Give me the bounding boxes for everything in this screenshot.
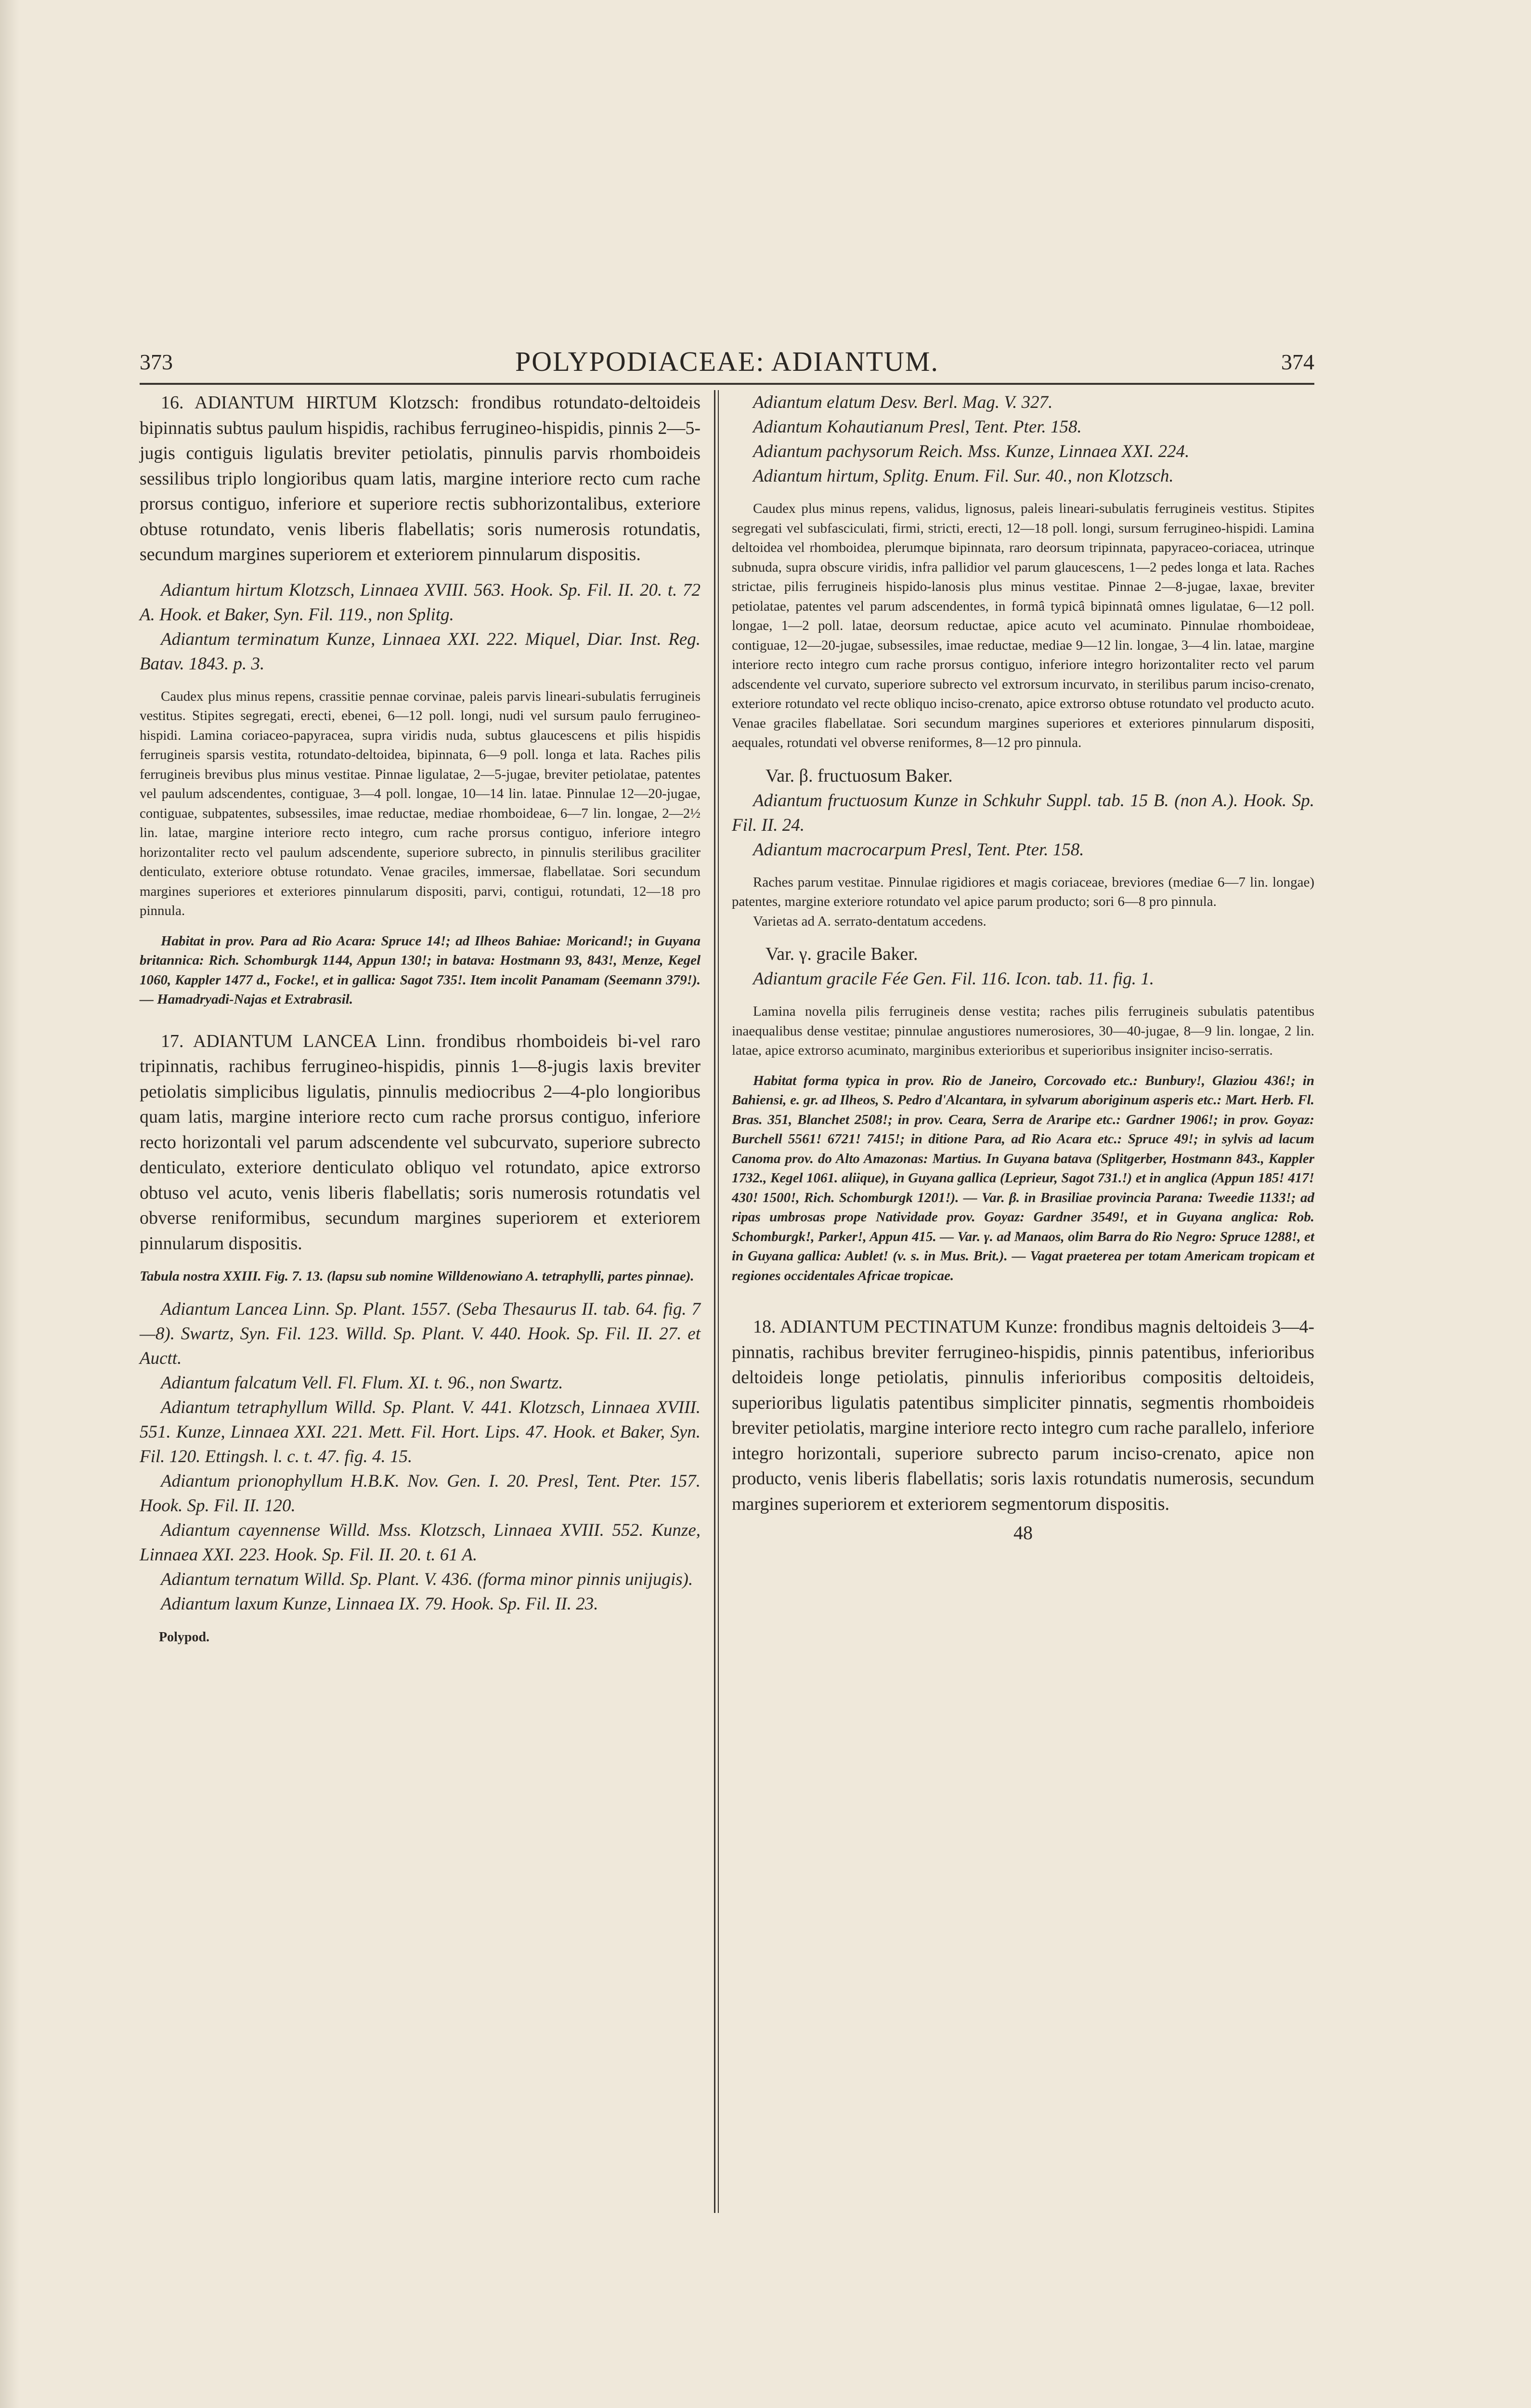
left-column xyxy=(140,390,701,1645)
variety-gamma-heading: Var. γ. gracile Baker. xyxy=(766,944,918,964)
species-17-synonym: Adiantum Lancea Linn. Sp. Plant. 1557. (Seba Thesaurus II. tab. 64. fig. 7—8). Swartz, Syn. Fil. 123. Willd. Sp. Plant. V. 440. Hook. Sp. Fil. II. 27. et Auctt. xyxy=(140,1299,701,1368)
species-18-description: 18. ADIANTUM PECTINATUM Kunze: frondibus magnis deltoideis 3—4-pinnatis, rachibus breviter ferrugineo-hispidis, pinnis patentibus, inferioribus deltoideis longe petiolatis, pinnulis inferioribus compositis deltoideis, superioribus ligulatis patentibus simpliciter pinnatis, segmentis rhomboideis breviter petiolatis, margine interiore recto integro cum rache parallelo, inferiore integro horizontali, superiore subrecto parum inciso-crenato, apice non producto, venis liberis flabellatis; soris laxis rotundatis numerosis, secundum margines superiorem et exteriorem segmentorum dispositis. xyxy=(732,1317,1314,1514)
species-16-synonym: Adiantum hirtum Klotzsch, Linnaea XVIII. 563. Hook. Sp. Fil. II. 20. t. 72 A. Hook. et Baker, Syn. Fil. 119., non Splitg. xyxy=(140,580,701,625)
page-edge xyxy=(0,0,19,2408)
synonym: Adiantum Kohautianum Presl, Tent. Pter. 158. xyxy=(753,417,1082,437)
species-17-synonym: Adiantum ternatum Willd. Sp. Plant. V. 436. (forma minor pinnis unijugis). xyxy=(161,1569,693,1589)
column-rule xyxy=(714,390,715,2213)
header-rule xyxy=(140,383,1314,385)
variety-beta-heading: Var. β. fructuosum Baker. xyxy=(766,765,953,786)
species-17-synonym: Adiantum prionophyllum H.B.K. Nov. Gen. I. 20. Presl, Tent. Pter. 157. Hook. Sp. Fil. II. 120. xyxy=(140,1471,701,1516)
signature-mark: Polypod. xyxy=(159,1629,210,1645)
species-17-synonym: Adiantum falcatum Vell. Fl. Flum. XI. t. 96., non Swartz. xyxy=(161,1373,563,1393)
variety-gamma-detail: Lamina novella pilis ferrugineis dense vestita; raches pilis ferrugineis subulatis patentibus inaequalibus dense vestitae; pinnulae angustiores numerosiores, 30—40-jugae, 8—9 lin. longae, 2 lin. latae, apice extrorso acuminato, marginibus exterioribus et superioribus insigniter inciso-serratis. xyxy=(732,1004,1314,1058)
species-detail: Caudex plus minus repens, validus, lignosus, paleis lineari-subulatis ferrugineis vestitus. Stipites segregati vel subfasciculati, firmi, stricti, erecti, 12—18 poll. longi, sursum ferrugineo-hispidi. Lamina deltoidea vel rhomboidea, plerumque bipinnata, raro deorsum tripinnata, papyraceo-coriacea, utrinque subnuda, supra obscure viridis, infra pallidior vel parum glaucescens, 1—2 pedes longa et lata. Raches strictae, pilis ferrugineis hispido-lanosis plus minus vestitae. Pinnae 2—8-jugae, laxae, breviter petiolatae, patentes vel parum adscendentes, in formâ typicâ bipinnatâ omnes ligulatae, 6—12 poll. longae, 1—2 poll. latae, deorsum reductae, apice acuto vel acuminato. Pinnulae rhomboideae, contiguae, 12—20-jugae, subsessiles, imae reductae, mediae 9—12 lin. longae, 3—4 lin. latae, margine interiore recto integro cum rache prorsus contiguo, inferiore integro horizontaliter recto vel parum adscendente vel curvato, superiore subrecto vel extrorsum incurvato, in sterilibus parum inciso-crenato, exteriore rotundato vel recte obliquo inciso-crenato, apice extrorso obtuse rotundato vel producto acuto. Venae graciles flabellatae. Sori secundum margines superiores et exteriores pinnularum dispositi, aequales, rotundati vel obverse reniformes, 8—12 pro pinnula. xyxy=(732,501,1314,750)
variety-beta-note: Varietas ad A. serrato-dentatum accedens. xyxy=(753,913,986,929)
species-16-habitat: Habitat in prov. Para ad Rio Acara: Spruce 14!; ad Ilheos Bahiae: Moricand!; in Guyana britannica: Rich. Schomburgk 1144, Appun 130!; in batava: Hostmann 93, 843!, Menze, Kegel 1060, Kappler 1477 d., Focke!, et in gallica: Sagot 735!. Item incolit Panamam (Seemann 379!). — Hamadryadi-Najas et Extrabrasil. xyxy=(140,933,701,1007)
species-16-synonym: Adiantum terminatum Kunze, Linnaea XXI. 222. Miquel, Diar. Inst. Reg. Batav. 1843. p. 3. xyxy=(140,629,701,674)
synonym: Adiantum hirtum, Splitg. Enum. Fil. Sur. 40., non Klotzsch. xyxy=(753,466,1174,486)
running-title: POLYPODIACEAE: ADIANTUM. xyxy=(515,346,939,377)
variety-beta-synonym: Adiantum macrocarpum Presl, Tent. Pter. 158. xyxy=(753,839,1084,860)
species-17-habitat: Habitat forma typica in prov. Rio de Janeiro, Corcovado etc.: Bunbury!, Glaziou 436!; in Bahiensi, e. gr. ad Ilheos, S. Pedro d'Alcantara, in sylvarum aboriginum asperis etc.: Mart. Herb. Fl. Bras. 351, Blanchet 2508!; in prov. Ceara, Serra de Araripe etc.: Gardner 1906!; in prov. Goyaz: Burchell 5561! 6721! 7415!; in ditione Para, ad Rio Acara etc.: Spruce 49!; in sylvis ad lacum Canoma prov. do Alto Amazonas: Martius. In Guyana batava (Splitgerber, Hostmann 843., Kappler 1732., Kegel 1061. aliique), in Guyana gallica (Leprieur, Sagot 731.!) et in anglica (Appun 185! 417! 430! 1500!, Rich. Schomburgk 1201!). — Var. β. in Brasiliae provincia Parana: Tweedie 1133!; ad ripas umbrosas prope Natividade prov. Goyaz: Gardner 3549!, et in Guyana anglica: Rob. Schomburgk!, Parker!, Appun 415. — Var. γ. ad Manaos, olim Barra do Rio Negro: Spruce 1288!, et in Guyana gallica: Aublet! (v. s. in Mus. Brit.). — Vagat praeterea per totam Americam tropicam et regiones occidentales Africae tropicae. xyxy=(732,1073,1314,1283)
species-16-detail: Caudex plus minus repens, crassitie pennae corvinae, paleis parvis lineari-subulatis ferrugineis vestitus. Stipites segregati, erecti, ebenei, 6—12 poll. longi, nudi vel sursum paulo ferrugineo-hispidi. Lamina coriaceo-papyracea, supra viridis nuda, subtus glaucescens et pilis hispidis ferrugineis sparsis vestita, rotundato-deltoidea, bipinnata, 6—9 poll. longa et lata. Raches pilis ferrugineis brevibus plus minus vestitae. Pinnae ligulatae, 2—5-jugae, breviter petiolatae, patentes vel paulum adscendentes, contiguae, 3—4 poll. longae, 10—14 lin. latae. Pinnulae 12—20-jugae, contiguae, subpatentes, subsessiles, imae reductae, mediae rhomboideae, 6—7 lin. longae, 2—2½ lin. latae, margine interiore recto integro, cum rache prorsus contiguo, inferiore integro horizontaliter recto vel paulum adscendente, superiore subrecto, in pinnulis sterilibus graciliter denticulato, exteriore obtuse rotundato. Venae graciles, immersae, flabellatae. Sori secundum margines superiores et exteriores pinnularum dispositi, parvi, contigui, rotundati, 12—18 pro pinnula. xyxy=(140,688,701,918)
variety-gamma-synonym: Adiantum gracile Fée Gen. Fil. 116. Icon. tab. 11. fig. 1. xyxy=(753,969,1155,989)
synonym: Adiantum elatum Desv. Berl. Mag. V. 327. xyxy=(753,393,1053,412)
species-17-synonym: Adiantum cayennense Willd. Mss. Klotzsch, Linnaea XVIII. 552. Kunze, Linnaea XXI. 223. Hook. Sp. Fil. II. 20. t. 61 A. xyxy=(140,1520,701,1565)
species-17-description: 17. ADIANTUM LANCEA Linn. frondibus rhomboideis bi-vel raro tripinnatis, rachibus ferrugineo-hispidis, pinnis 1—8-jugis laxis breviter petiolatis simplicibus ligulatis, pinnulis mediocribus 2—4-plo longioribus quam latis, margine interiore recto cum rache prorsus contiguo, inferiore recto horizontali vel parum adscendente vel subcurvato, superiore subrecto denticulato, exteriore denticulato obliquo vel rotundato, apice extrorso obtuso vel acuto, venis liberis flabellatis; soris numerosis rotundatis vel obverse reniformibus, secundum margines superiorem et exteriorem pinnularum dispositis. xyxy=(140,1031,701,1254)
species-17-tabula: Tabula nostra XXIII. Fig. 7. 13. (lapsu sub nomine Willdenowiano A. tetraphylli, partes pinnae). xyxy=(140,1269,694,1284)
right-column xyxy=(732,390,1314,1544)
species-16-description: 16. ADIANTUM HIRTUM Klotzsch: frondibus rotundato-deltoideis bipinnatis subtus paulum hispidis, rachibus ferrugineo-hispidis, pinnis 2—5-jugis contiguis ligulatis breviter petiolatis, pinnulis parvis rhomboideis sessilibus triplo longioribus quam latis, margine interiore recto cum rache prorsus contiguo, inferiore et superiore rectis subhorizontalibus, exteriore obtuse rotundato, venis liberis flabellatis; soris numerosis rotundatis, secundum margines superiorem et exteriorem pinnularum dispositis. xyxy=(140,393,701,564)
page-number-right: 374 xyxy=(1281,350,1314,374)
page-number-left: 373 xyxy=(140,350,173,374)
page-header xyxy=(140,346,1314,388)
synonym: Adiantum pachysorum Reich. Mss. Kunze, Linnaea XXI. 224. xyxy=(753,442,1190,461)
species-17-synonym: Adiantum laxum Kunze, Linnaea IX. 79. Hook. Sp. Fil. II. 23. xyxy=(161,1594,598,1614)
variety-beta-synonym: Adiantum fructuosum Kunze in Schkuhr Suppl. tab. 15 B. (non A.). Hook. Sp. Fil. II. 24. xyxy=(732,790,1314,835)
variety-beta-detail: Raches parum vestitae. Pinnulae rigidiores et magis coriaceae, breviores (mediae 6—7 lin. longae) patentes, margine exteriore rotundato vel apice parum producto; sori 6—8 pro pinnula. xyxy=(732,874,1314,909)
sheet-number: 48 xyxy=(1013,1522,1033,1544)
species-17-synonym: Adiantum tetraphyllum Willd. Sp. Plant. V. 441. Klotzsch, Linnaea XVIII. 551. Kunze, Linnaea XXI. 221. Mett. Fil. Hort. Lips. 47. Hook. et Baker, Syn. Fil. 120. Ettingsh. l. c. t. 47. fig. 4. 15. xyxy=(140,1397,701,1466)
column-rule-inner xyxy=(718,390,719,2213)
